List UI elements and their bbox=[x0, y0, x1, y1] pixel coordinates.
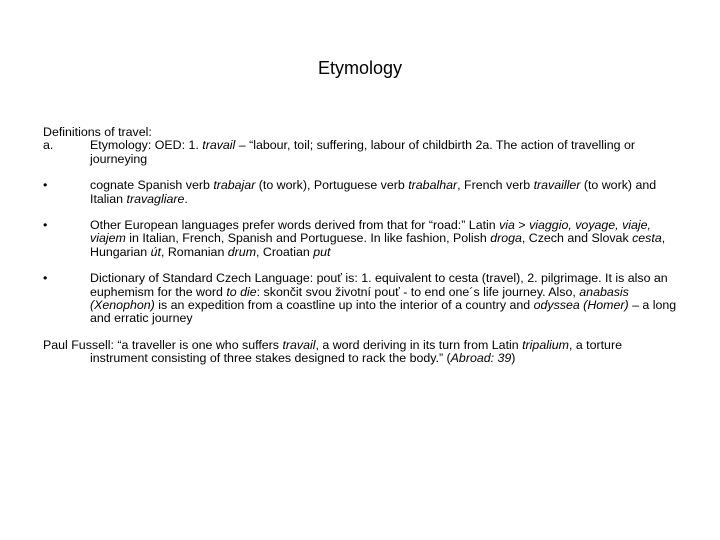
slide-content bbox=[43, 126, 683, 366]
definition-marker: a. bbox=[43, 138, 54, 153]
bullet-text: Dictionary of Standard Czech Language: pouť is: 1. equivalent to cesta (travel), 2. pilgrimage. It is also an euphemism for the word to die: skončit svou životní pouť - to end one´s life journey. Also, anabasis (Xenophon) is an expedition from a coastline up into the interior of a country and odyssea (Homer) – a long and erratic journey bbox=[90, 271, 677, 326]
bullet-cognates bbox=[43, 179, 683, 206]
bullet-road-words bbox=[43, 219, 683, 259]
definition-a bbox=[43, 139, 683, 166]
fussell-quote: Paul Fussell: “a traveller is one who suffers travail, a word deriving in its turn from Latin tripalium, a torture instrument consisting of three stakes designed to rack the body.” (Abroad: 39) bbox=[43, 337, 622, 366]
definition-text: Etymology: OED: 1. travail – “labour, toil; suffering, labour of childbirth 2a. The action of travelling or journeying bbox=[90, 138, 636, 166]
bullet-marker: • bbox=[43, 178, 48, 193]
bullet-marker: • bbox=[43, 218, 48, 233]
bullet-text: Other European languages prefer words derived from that for “road:” Latin via > viaggio, voyage, viaje, viajem in Italian, French, Spanish and Portuguese. In like fashion, Polish droga, Czech and Slovak cesta, Hungarian út, Romanian drum, Croatian put bbox=[90, 218, 666, 259]
bullet-marker: • bbox=[43, 271, 48, 286]
definitions-heading: Definitions of travel: bbox=[43, 125, 152, 139]
bullet-text: cognate Spanish verb trabajar (to work), Portuguese verb trabalhar, French verb travailler (to work) and Italian travagliare. bbox=[90, 178, 657, 206]
slide-title: Etymology bbox=[317, 58, 403, 78]
bullet-czech-dictionary bbox=[43, 272, 683, 326]
